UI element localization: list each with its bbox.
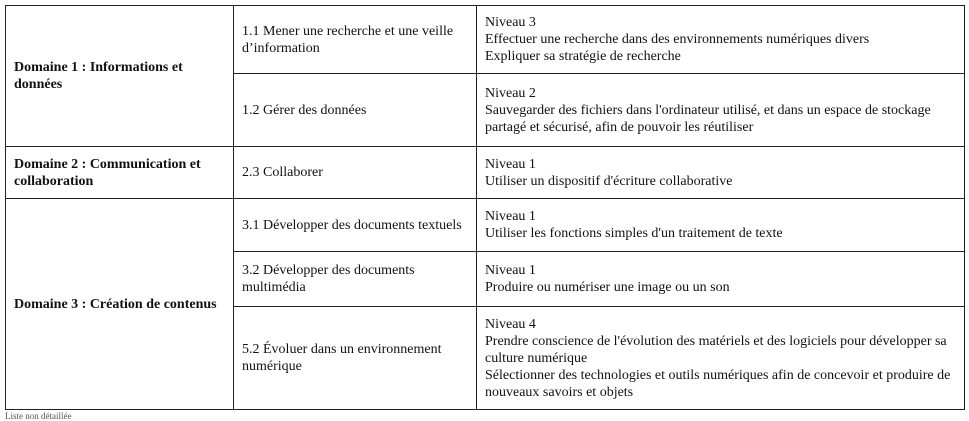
level-description: Sauvegarder des fichiers dans l'ordinateur utilisé, et dans un espace de stockage partagé et sécurisé, afin de pouvoir les réutiliser [485, 102, 931, 135]
level-description: Utiliser un dispositif d'écriture collaborative [485, 173, 733, 189]
level-title: Niveau 1 [485, 209, 536, 224]
level-cell [477, 6, 965, 74]
level-title: Niveau 3 [485, 15, 536, 30]
level-cell [477, 147, 965, 199]
level-title: Niveau 1 [485, 156, 536, 172]
domain-cell: Domaine 1 : Informations et données [6, 6, 234, 147]
level-description: Prendre conscience de l'évolution des matériels et des logiciels pour développer sa culture numérique [485, 333, 947, 366]
level-description: Utiliser les fonctions simples d'un traitement de texte [485, 226, 783, 241]
level-description: Sélectionner des technologies et outils numériques afin de concevoir et produire de nouveaux savoirs et objets [485, 367, 951, 400]
table-row [6, 6, 965, 74]
footnote: Liste non détaillée [5, 411, 72, 421]
competence-cell: 3.1 Développer des documents textuels [234, 199, 477, 252]
level-title: Niveau 1 [485, 263, 536, 278]
table-row [6, 147, 965, 199]
level-cell [477, 199, 965, 252]
level-title: Niveau 4 [485, 316, 536, 332]
level-cell [477, 307, 965, 410]
level-cell [477, 74, 965, 147]
competence-cell: 2.3 Collaborer [234, 147, 477, 199]
competence-cell: 5.2 Évoluer dans un environnement numérique [234, 307, 477, 410]
competence-cell: 1.1 Mener une recherche et une veille d’information [234, 6, 477, 74]
level-description: Expliquer sa stratégie de recherche [485, 49, 681, 64]
domain-cell: Domaine 2 : Communication et collaboration [6, 147, 234, 199]
domain-cell: Domaine 3 : Création de contenus [6, 199, 234, 410]
level-cell [477, 252, 965, 307]
competence-cell: 3.2 Développer des documents multimédia [234, 252, 477, 307]
level-description: Effectuer une recherche dans des environnements numériques divers [485, 32, 870, 47]
competence-table [5, 5, 965, 410]
level-title: Niveau 2 [485, 85, 536, 101]
competence-cell: 1.2 Gérer des données [234, 74, 477, 147]
level-description: Produire ou numériser une image ou un son [485, 280, 730, 295]
table-row [6, 199, 965, 252]
